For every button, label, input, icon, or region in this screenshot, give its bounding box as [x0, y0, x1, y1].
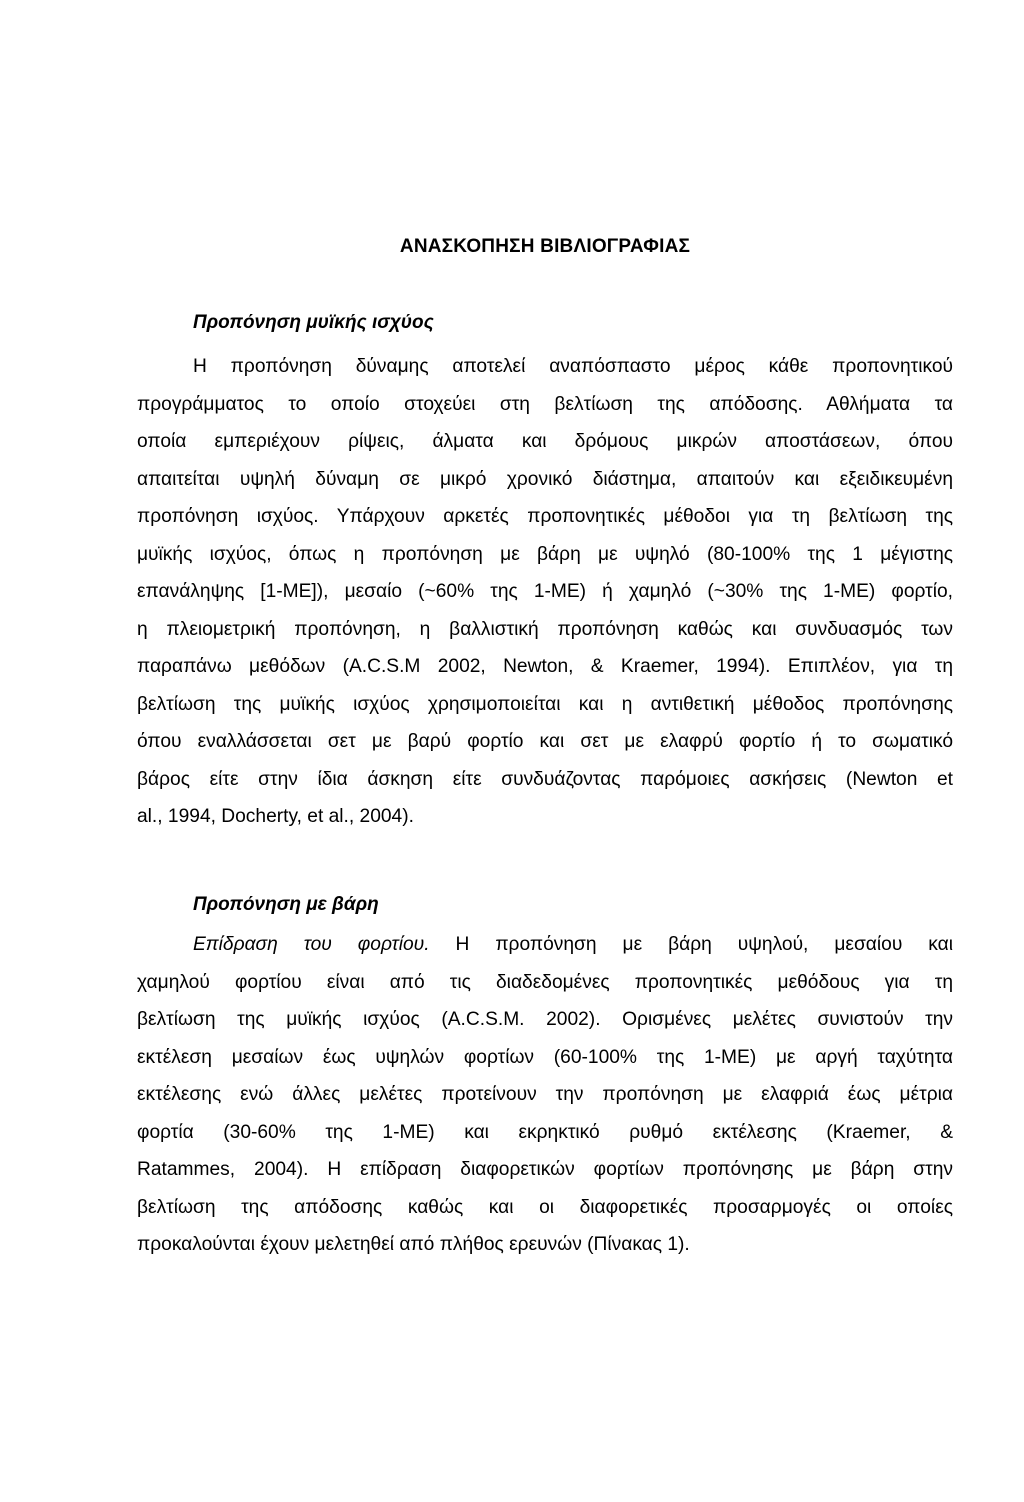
paragraph-line: όπου εναλλάσσεται σετ με βαρύ φορτίο και σετ με ελαφρύ φορτίο ή το σωματικό	[137, 731, 953, 752]
paragraph-first-line	[137, 926, 953, 964]
paragraph-line: η πλειομετρική προπόνηση, η βαλλιστική προπόνηση καθώς και συνδυασμός των	[137, 618, 953, 640]
paragraph-line: παραπάνω μεθόδων (A.C.S.M 2002, Newton, & Kraemer, 1994). Επιπλέον, για τη	[137, 656, 953, 677]
paragraph-line: απαιτείται υψηλή δύναμη σε μικρό χρονικό διάστημα, απαιτούν και εξειδικευμένη	[137, 468, 953, 490]
paragraph-weight-training	[137, 926, 953, 1264]
paragraph-line: Ratammes, 2004). Η επίδραση διαφορετικών φορτίων προπόνησης με βάρη στην	[137, 1159, 953, 1180]
paragraph-line: προκαλούνται έχουν μελετηθεί από πλήθος ερευνών (Πίνακας 1).	[137, 1234, 690, 1255]
section-heading-weight-training: Προπόνηση με βάρη	[193, 894, 379, 915]
paragraph-line: βελτίωση της μυϊκής ισχύος (A.C.S.M. 2002). Ορισμένες μελέτες συνιστούν την	[137, 1009, 953, 1030]
paragraph-line: προγράμματος το οποίο στοχεύει στη βελτίωση της απόδοσης. Αθλήματα τα	[137, 393, 953, 415]
section-heading-muscle-power: Προπόνηση μυϊκής ισχύος	[193, 312, 434, 333]
page-title: ΑΝΑΣΚΟΠΗΣΗ ΒΙΒΛΙΟΓΡΑΦΙΑΣ	[399, 236, 691, 257]
paragraph-line: εκτέλεση μεσαίων έως υψηλών φορτίων (60-100% της 1-ΜΕ) με αργή ταχύτητα	[137, 1046, 953, 1068]
paragraph-line: χαμηλού φορτίου είναι από τις διαδεδομένες προπονητικές μεθόδους για τη	[137, 971, 953, 993]
paragraph-line: Η προπόνηση δύναμης αποτελεί αναπόσπαστο μέρος κάθε προπονητικού	[193, 356, 953, 377]
subheading-load-effect: Επίδραση του φορτίου.	[193, 934, 430, 955]
paragraph-line: προπόνηση ισχύος. Υπάρχουν αρκετές προπονητικές μέθοδοι για τη βελτίωση της	[137, 506, 953, 527]
paragraph-line: φορτία (30-60% της 1-ΜΕ) και εκρηκτικό ρυθμό εκτέλεσης (Kraemer, &	[137, 1121, 953, 1143]
paragraph-line: βελτίωση της μυϊκής ισχύος χρησιμοποιείται και η αντιθετική μέθοδος προπόνησης	[137, 693, 953, 715]
paragraph-line: βάρος είτε στην ίδια άσκηση είτε συνδυάζοντας παρόμοιες ασκήσεις (Newton et	[137, 768, 953, 790]
paragraph-line: βελτίωση της απόδοσης καθώς και οι διαφορετικές προσαρμογές οι οποίες	[137, 1196, 953, 1218]
paragraph-line: εκτέλεσης ενώ άλλες μελέτες προτείνουν την προπόνηση με ελαφριά έως μέτρια	[137, 1084, 953, 1105]
paragraph-line: οποία εμπεριέχουν ρίψεις, άλματα και δρόμους μικρών αποστάσεων, όπου	[137, 431, 953, 452]
paragraph-muscle-power	[137, 348, 953, 836]
paragraph-line-rest: Η προπόνηση με βάρη υψηλού, μεσαίου και	[455, 934, 953, 955]
paragraph-line: επανάληψης [1-ΜΕ]), μεσαίο (~60% της 1-ΜΕ) ή χαμηλό (~30% της 1-ΜΕ) φορτίο,	[137, 581, 953, 602]
paragraph-line: al., 1994, Docherty, et al., 2004).	[137, 806, 414, 827]
paragraph-line: μυϊκής ισχύος, όπως η προπόνηση με βάρη με υψηλό (80-100% της 1 μέγιστης	[137, 543, 953, 565]
